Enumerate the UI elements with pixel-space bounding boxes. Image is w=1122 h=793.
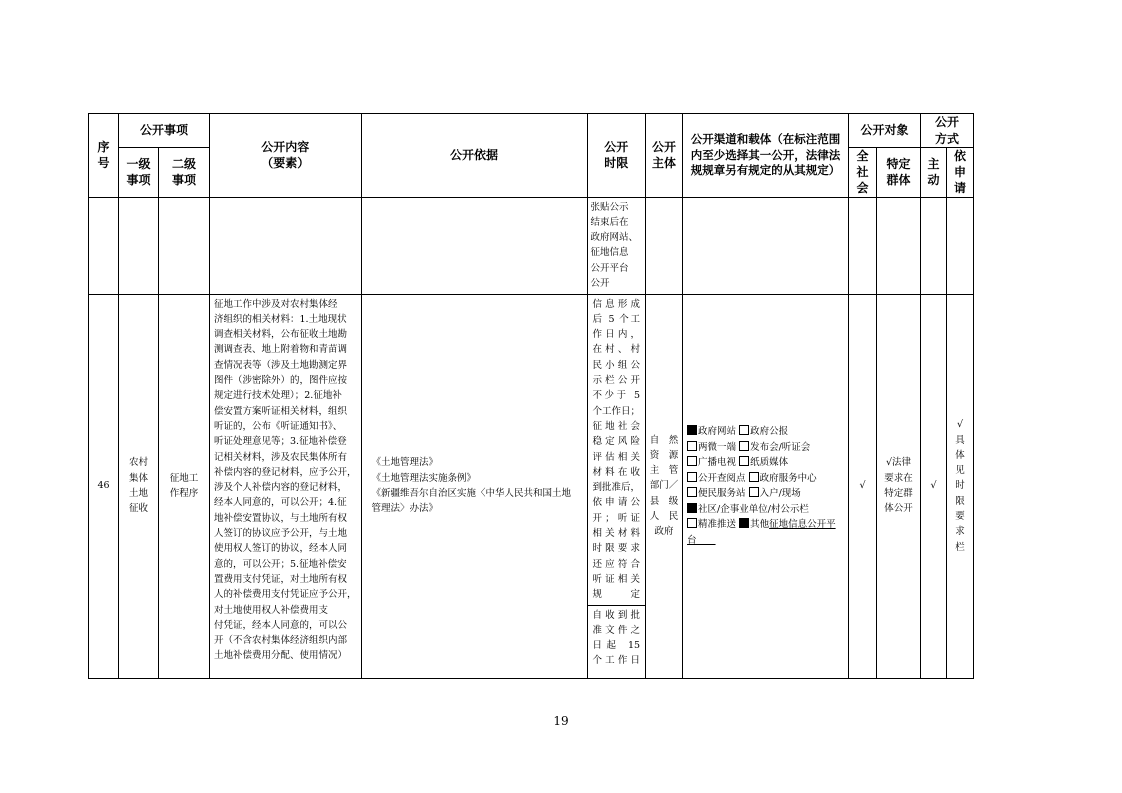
content-line: 听证处理意见等；3.征地补偿登 [214, 436, 347, 448]
checked-checkbox-icon [739, 518, 749, 528]
content-line: 土地补偿费用分配、使用情况） [214, 650, 348, 662]
subject-line: 资 源 [649, 449, 679, 461]
channel-row [687, 424, 844, 440]
channel-label: 政府网站 [698, 426, 737, 438]
content-line: 付凭证，经本人同意的，可以公 [214, 619, 348, 631]
content-line: 补偿内容的登记材料，应予公开， [214, 466, 357, 478]
header-mode-group: 公开 方式 [921, 114, 974, 148]
time-limit-line: 公开平台 [590, 262, 629, 274]
channel-row [687, 455, 844, 471]
channel-row [687, 486, 844, 502]
row46-mode-active: √ [921, 294, 947, 678]
basis-line: 《土地管理法实施条例》 [371, 472, 477, 484]
content-line: 人签订的协议应予公开，与土地 [214, 528, 348, 540]
channel-label: 公开查阅点 [698, 472, 746, 484]
prev-mode-apply-cell [947, 197, 974, 294]
row46-channels [683, 294, 849, 678]
level2-line: 征地工 [169, 472, 199, 484]
level1-line: 土地 [128, 488, 148, 500]
content-line: 人的补偿费用支付凭证应予公开， [214, 589, 357, 601]
header-item-group: 公开事项 [119, 114, 210, 148]
time-limit-part1 [588, 295, 646, 606]
level1-line: 农村 [128, 457, 148, 469]
mode-apply-line: √ [957, 419, 964, 431]
header-target-all: 全 社 会 [849, 148, 877, 198]
channel-row [687, 471, 844, 487]
prev-subject-cell [646, 197, 683, 294]
time-limit-line: 政府网站、 [590, 232, 639, 244]
prev-channel-cell [683, 197, 849, 294]
channel-row [687, 440, 844, 456]
prev-time-text [588, 198, 646, 294]
prev-target-specific-cell [877, 197, 921, 294]
content-line: 意的，可以公开；5.征地补偿安 [214, 558, 347, 570]
channel-other-text: 台 [687, 534, 716, 546]
mode-apply-line: 见 [955, 465, 965, 477]
row46-basis [361, 294, 587, 678]
unchecked-checkbox-icon [687, 441, 697, 451]
row46-target-specific [877, 294, 921, 678]
content-line: 置费用支付凭证，对土地所有权 [214, 573, 348, 585]
row46-subject [646, 294, 683, 678]
level1-line: 征收 [128, 503, 148, 515]
header-subject: 公开 主体 [646, 114, 683, 198]
time-limit-line: 张贴公示 [590, 201, 629, 213]
level1-line: 集体 [128, 472, 148, 484]
time-limit-line: 到批准后， [592, 482, 641, 494]
mode-apply-line: 时 [955, 480, 965, 492]
header-target-group: 公开对象 [849, 114, 921, 148]
content-line: 规定进行技术处理）；2.征地补 [214, 390, 342, 402]
channel-row [687, 502, 844, 518]
channel-label: 入户/现场 [759, 488, 801, 500]
checked-checkbox-icon [687, 425, 697, 435]
header-mode-active: 主 动 [921, 148, 947, 198]
time-limit-line: 准文件之 [592, 624, 641, 636]
channel-row [687, 517, 844, 533]
content-line: 济组织的相关材料：1.土地现状 [214, 313, 347, 325]
prev-basis-cell [361, 197, 587, 294]
content-line: 图件（涉密除外）的，图件应按 [214, 375, 348, 387]
time-limit-line: 作日内， [592, 329, 641, 341]
unchecked-checkbox-icon [749, 487, 759, 497]
time-limit-line: 公开 [590, 278, 610, 290]
content-line: 听证的，公布《听证通知书》、 [214, 420, 343, 432]
content-line: 查情况表等（涉及土地勘测定界 [214, 359, 348, 371]
unchecked-checkbox-icon [687, 487, 697, 497]
content-line: 征地工作中涉及对农村集体经 [214, 298, 338, 310]
time-limit-line: 征地信息 [590, 247, 629, 259]
content-line: 涉及个人补偿内容的登记材料， [214, 482, 348, 494]
content-line: 偿安置方案听证相关材料，组织 [214, 405, 348, 417]
mode-apply-line: 栏 [955, 541, 965, 553]
unchecked-checkbox-icon [687, 518, 697, 528]
time-limit-line: 不少于 5 [592, 390, 641, 402]
prev-mode-active-cell [921, 197, 947, 294]
prev-content-cell [210, 197, 362, 294]
mode-apply-line: 要 [955, 511, 965, 522]
content-line: 地补偿安置协议，与土地所有权 [214, 512, 348, 524]
time-limit-line: 个工作日 [592, 655, 641, 667]
channel-label: 其他 [750, 519, 770, 531]
channel-label: 政府服务中心 [759, 472, 817, 484]
row46-level2 [159, 294, 210, 678]
row46-content [210, 294, 362, 678]
time-limit-line: 稳定风险 [592, 436, 641, 448]
time-limit-line: 评估相关 [592, 451, 641, 463]
time-limit-line: 信息形成 [592, 298, 641, 310]
subject-line: 自 然 [649, 434, 679, 446]
mode-apply-line: 求 [955, 526, 965, 538]
content-line: 经本人同意的，可以公开；4.征 [214, 497, 347, 509]
subject-line: 政府 [654, 526, 674, 538]
channel-label: 政府公报 [750, 426, 789, 438]
row46-target-all: √ [849, 294, 877, 678]
header-content: 公开内容 （要素） [210, 114, 362, 198]
prev-level2-cell [159, 197, 210, 294]
mode-apply-line: 限 [955, 495, 965, 507]
time-limit-line: 后 5 个工 [592, 313, 641, 325]
time-limit-line: 规定 [592, 589, 641, 601]
channel-label: 便民服务站 [698, 488, 746, 500]
time-limit-line: 示栏公开 [592, 375, 641, 387]
basis-line: 管理法〉办法》 [371, 503, 439, 515]
target-specific-line: 体公开 [884, 503, 913, 515]
header-target-specific: 特定 群体 [877, 148, 921, 198]
unchecked-checkbox-icon [739, 456, 749, 466]
subject-line: 人 民 [649, 511, 679, 522]
prev-target-all-cell [849, 197, 877, 294]
time-limit-line: 日起 15 [592, 640, 641, 652]
prev-seq-cell [89, 197, 119, 294]
row46-seq: 46 [89, 294, 119, 678]
channel-label: 两微一端 [698, 441, 737, 453]
channel-label: 广播电视 [698, 457, 737, 469]
time-limit-line: 时限要求 [592, 543, 641, 555]
time-limit-line: 开；听证 [592, 512, 641, 524]
subject-line: 县 级 [649, 495, 679, 507]
channel-label: 社区/企事业单位/村公示栏 [698, 503, 809, 515]
channel-label: 发布会/听证会 [750, 441, 811, 453]
channel-label: 精准推送 [698, 519, 737, 531]
header-time-limit: 公开 时限 [587, 114, 646, 198]
target-specific-line: 特定群 [884, 488, 913, 500]
time-limit-line: 依申请公 [592, 497, 641, 509]
time-limit-line: 听证相关 [592, 573, 641, 585]
target-specific-line: √法律 [886, 457, 912, 469]
basis-line: 《新疆维吾尔自治区实施〈中华人民共和国土地 [371, 488, 572, 500]
row46-level1 [119, 294, 159, 678]
header-channel: 公开渠道和载体（在标注范围 内至少选择其一公开，法律法 规规章另有规定的从其规定） [683, 114, 849, 198]
time-limit-line: 材料在收 [592, 466, 641, 478]
time-limit-line: 结束后在 [590, 216, 629, 228]
unchecked-checkbox-icon [739, 441, 749, 451]
channel-other-text: 征地信息公开平 [769, 519, 836, 531]
header-mode-apply: 依 申 请 [947, 148, 974, 198]
time-limit-part2 [588, 606, 646, 671]
subject-line: 主 管 [649, 465, 679, 477]
disclosure-table [88, 113, 974, 679]
checked-checkbox-icon [687, 503, 697, 513]
basis-line: 《土地管理法》 [371, 457, 439, 469]
content-line: 开（不含农村集体经济组织内部 [214, 635, 348, 647]
time-limit-line: 在村、村 [592, 344, 641, 356]
row46-time-limit [587, 294, 646, 678]
content-line: 对土地使用权人补偿费用支 [214, 604, 329, 616]
header-basis: 公开依据 [361, 114, 587, 198]
prev-time-cell [587, 197, 646, 294]
unchecked-checkbox-icon [749, 472, 759, 482]
target-specific-line: 要求在 [884, 472, 913, 484]
level2-line: 作程序 [169, 488, 199, 500]
mode-apply-line: 体 [955, 449, 965, 461]
channel-label: 纸质媒体 [750, 457, 789, 469]
prev-level1-cell [119, 197, 159, 294]
mode-apply-line: 具 [955, 434, 965, 446]
unchecked-checkbox-icon [687, 472, 697, 482]
header-level1: 一级 事项 [119, 148, 159, 198]
time-limit-line: 自收到批 [592, 609, 641, 621]
content-line: 调查相关材料，公布征收土地勘 [214, 329, 348, 341]
time-limit-line: 个工作日； [592, 405, 641, 417]
content-line: 使用权人签订的协议，经本人同 [214, 543, 348, 555]
time-limit-line: 相关材料 [592, 528, 641, 540]
time-limit-line: 征地社会 [592, 420, 641, 432]
subject-line: 部门／ [649, 480, 679, 492]
content-line: 测调查表、地上附着物和青苗调 [214, 344, 348, 356]
header-seq: 序 号 [89, 114, 119, 198]
unchecked-checkbox-icon [687, 456, 697, 466]
time-limit-line: 民小组公 [592, 359, 641, 371]
row46-mode-apply [947, 294, 974, 678]
content-line: 记相关材料，涉及农民集体所有 [214, 451, 348, 463]
page-number: 19 [553, 714, 569, 728]
header-level2: 二级 事项 [159, 148, 210, 198]
unchecked-checkbox-icon [739, 425, 749, 435]
time-limit-line: 还应符合 [592, 558, 641, 570]
